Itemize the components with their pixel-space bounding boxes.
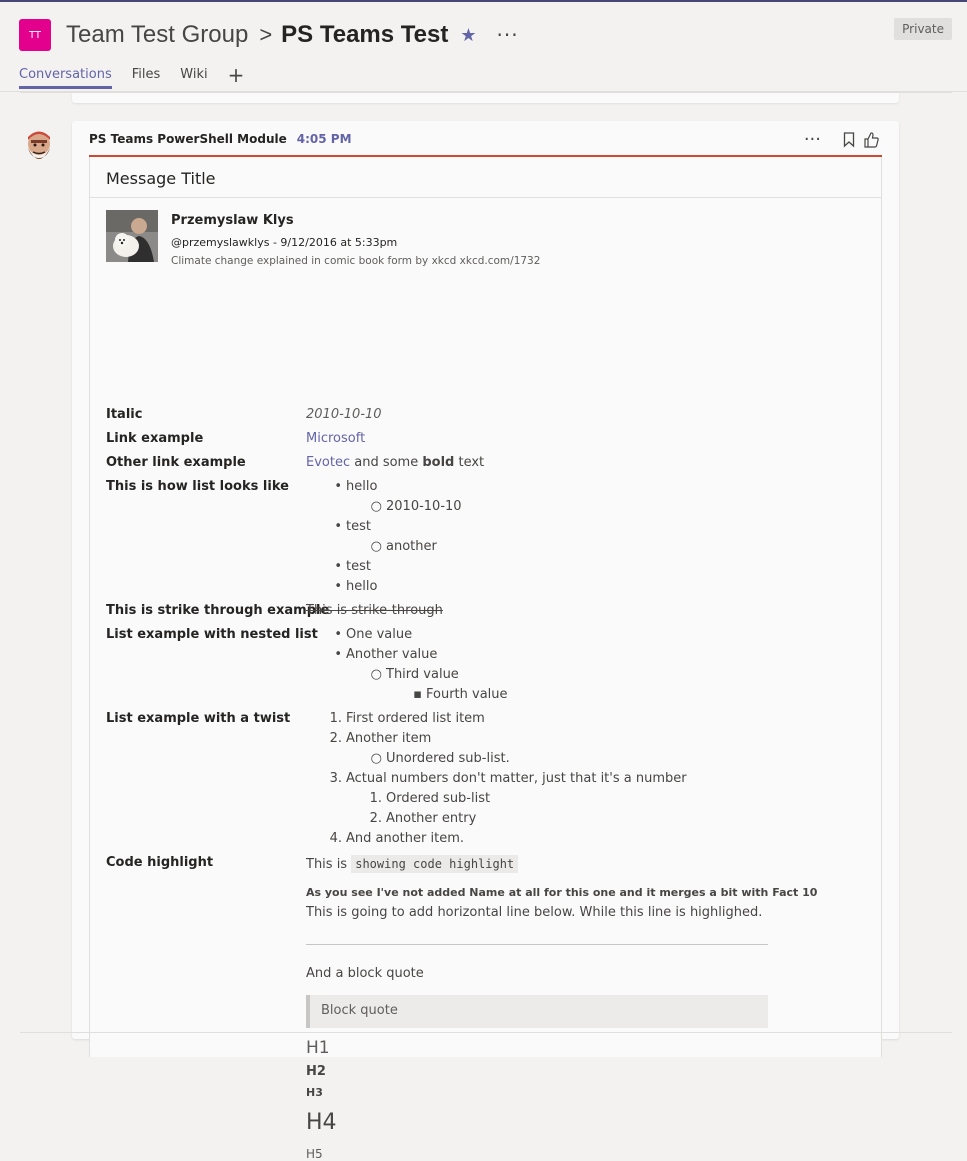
highlighted-line: This is going to add horizontal line below. While this line is highlighed. xyxy=(306,905,763,920)
bottom-divider xyxy=(20,1032,952,1033)
horizontal-rule xyxy=(306,944,768,945)
channel-more-options-icon[interactable]: ··· xyxy=(496,23,519,47)
list-item: 3. Actual numbers don't matter, just that it's a number xyxy=(329,771,687,786)
more-options-icon[interactable]: ··· xyxy=(803,129,821,150)
list-item: 1. First ordered list item xyxy=(329,711,485,726)
fact-value-strike: This is strike-through xyxy=(306,603,443,618)
favorite-star-icon[interactable]: ★ xyxy=(460,24,477,46)
bot-avatar[interactable] xyxy=(19,128,59,168)
sender-name[interactable]: PS Teams PowerShell Module xyxy=(89,132,287,146)
team-name[interactable]: Team Test Group xyxy=(66,21,249,48)
other-link-text: and some xyxy=(350,455,423,470)
list-item: • test xyxy=(334,519,371,534)
list-item: 1. Ordered sub-list xyxy=(369,791,491,806)
bookmark-icon[interactable] xyxy=(843,132,855,147)
message-actions xyxy=(804,129,879,150)
tab-conversations[interactable]: Conversations xyxy=(19,67,112,89)
team-avatar[interactable]: TT xyxy=(19,19,51,51)
fact-label-italic: Italic xyxy=(106,407,143,422)
bold-text: bold xyxy=(422,455,455,470)
like-icon[interactable] xyxy=(863,131,879,148)
microsoft-link[interactable]: Microsoft xyxy=(306,431,366,446)
fact-label-list: This is how list looks like xyxy=(106,479,289,494)
heading-h1: H1 xyxy=(306,1038,330,1058)
other-link-text-end: text xyxy=(454,455,485,470)
adaptive-card xyxy=(89,157,882,1161)
author-photo xyxy=(106,210,158,262)
heading-h3: H3 xyxy=(306,1086,323,1099)
kratos-avatar-icon xyxy=(19,128,59,168)
channel-name: PS Teams Test xyxy=(281,21,449,48)
add-tab-icon[interactable]: + xyxy=(227,63,245,87)
card-title: Message Title xyxy=(90,157,881,198)
list-item: ○ another xyxy=(370,539,437,554)
code-note: As you see I've not added Name at all for this one and it merges a bit with Fact 10 xyxy=(306,886,818,899)
fact-label-nested-list: List example with nested list xyxy=(106,627,318,642)
breadcrumb xyxy=(66,18,519,52)
list-item: ○ Third value xyxy=(370,667,459,682)
block-quote: Block quote xyxy=(306,995,768,1028)
heading-h5: H5 xyxy=(306,1147,323,1161)
list-item: ▪ Fourth value xyxy=(413,687,508,702)
message-time: 4:05 PM xyxy=(296,132,352,146)
code-snippet: showing code highlight xyxy=(351,855,518,873)
evotec-link[interactable]: Evotec xyxy=(306,455,351,470)
list-item: ○ Unordered sub-list. xyxy=(370,751,510,766)
fact-value-code xyxy=(306,857,518,872)
channel-tabs xyxy=(19,63,245,89)
message-header xyxy=(89,132,352,146)
author-handle-date: @przemyslawklys - 9/12/2016 at 5:33pm xyxy=(171,236,398,249)
list-item: • Another value xyxy=(334,647,438,662)
quote-intro: And a block quote xyxy=(306,966,424,981)
fact-label-strike: This is strike through example xyxy=(106,603,330,618)
heading-h4: H4 xyxy=(306,1110,337,1135)
previous-message-card xyxy=(72,93,899,103)
channel-header xyxy=(0,2,967,92)
fact-label-code: Code highlight xyxy=(106,855,214,870)
list-item: • test xyxy=(334,559,371,574)
list-item: 2. Another entry xyxy=(369,811,477,826)
privacy-badge: Private xyxy=(894,18,952,40)
list-item: 4. And another item. xyxy=(329,831,464,846)
chevron-right-icon: > xyxy=(259,22,273,47)
fact-label-other-link: Other link example xyxy=(106,455,246,470)
fact-label-link: Link example xyxy=(106,431,204,446)
fact-label-twist: List example with a twist xyxy=(106,711,291,726)
list-item: 2. Another item xyxy=(329,731,432,746)
tab-files[interactable]: Files xyxy=(131,67,161,82)
tab-wiki[interactable]: Wiki xyxy=(180,67,208,82)
fact-value-other-link xyxy=(306,455,484,470)
list-item: ○ 2010-10-10 xyxy=(370,499,462,514)
author-description: Climate change explained in comic book form by xkcd xkcd.com/1732 xyxy=(171,255,541,267)
fact-value-italic: 2010-10-10 xyxy=(306,407,382,422)
author-name: Przemyslaw Klys xyxy=(171,213,294,228)
list-item: • hello xyxy=(334,579,378,594)
message-card xyxy=(72,121,899,1161)
list-item: • One value xyxy=(334,627,413,642)
list-item: • hello xyxy=(334,479,378,494)
heading-h2: H2 xyxy=(306,1064,326,1079)
author-photo-icon xyxy=(106,210,158,262)
code-prefix: This is xyxy=(306,857,352,872)
